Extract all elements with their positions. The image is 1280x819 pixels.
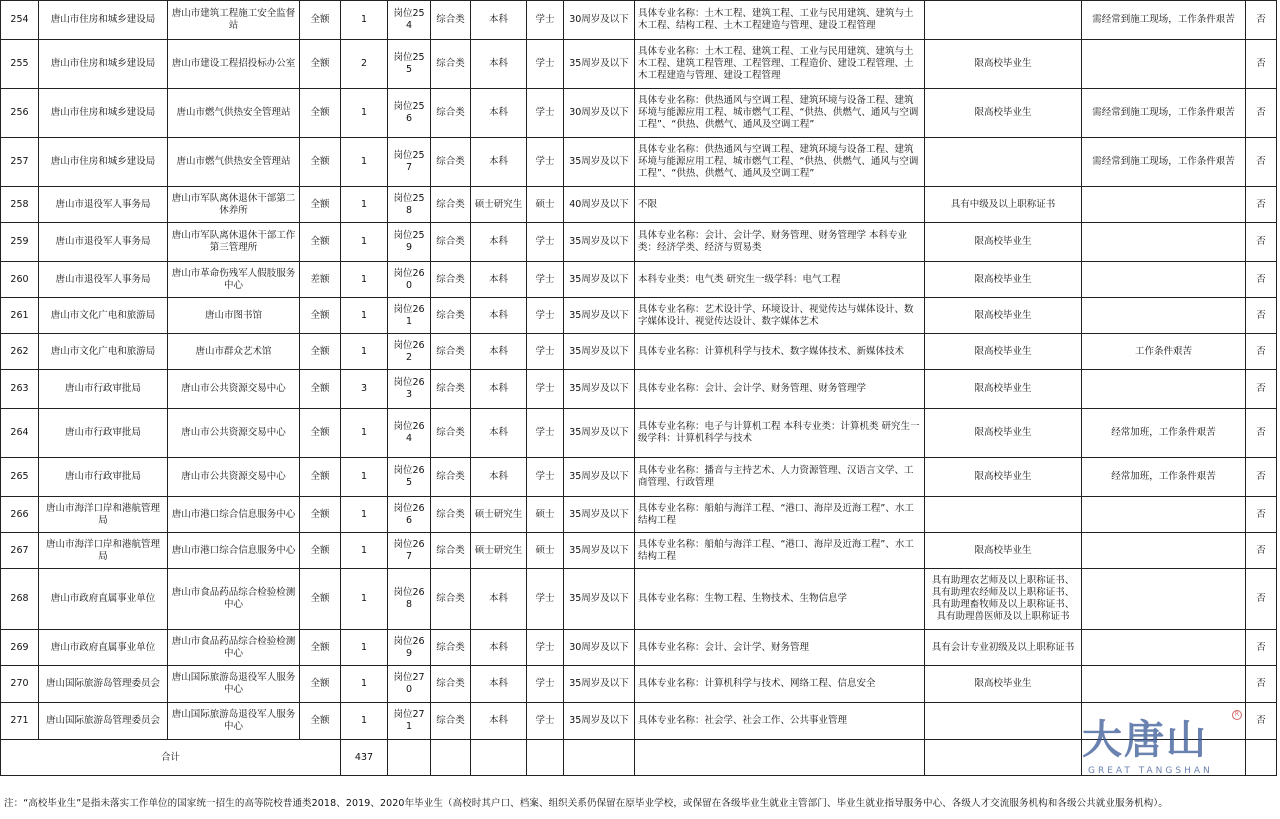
cell-degree: 学士 <box>527 89 564 138</box>
cell-other <box>925 497 1082 533</box>
cell-unit: 唐山市公共资源交易中心 <box>168 409 300 458</box>
cell-count: 1 <box>341 298 388 334</box>
cell-remark <box>1082 569 1246 630</box>
cell-unit: 唐山市食品药品综合检验检测中心 <box>168 569 300 630</box>
table-body <box>1 1 1277 776</box>
cell-age: 35周岁及以下 <box>564 370 635 409</box>
cell-major: 具体专业名称：船舶与海洋工程、“港口、海岸及近海工程”、水工结构工程 <box>635 533 925 569</box>
total-label: 合计 <box>1 740 341 776</box>
table-row <box>1 187 1277 223</box>
cell-age: 35周岁及以下 <box>564 138 635 187</box>
cell-remark <box>1082 533 1246 569</box>
cell-count: 1 <box>341 1 388 40</box>
cell-seq: 268 <box>1 569 39 630</box>
cell-post: 岗位261 <box>388 298 431 334</box>
cell-other: 限高校毕业生 <box>925 223 1082 262</box>
total-empty-cell <box>564 740 635 776</box>
cell-count: 1 <box>341 89 388 138</box>
total-value: 437 <box>341 740 388 776</box>
watermark-logo <box>1082 708 1242 778</box>
cell-category: 综合类 <box>431 533 471 569</box>
cell-category: 综合类 <box>431 666 471 703</box>
cell-flag: 否 <box>1246 262 1277 298</box>
cell-education: 本科 <box>471 89 527 138</box>
cell-major: 具体专业名称：会计、会计学、财务管理 <box>635 630 925 666</box>
total-empty-cell <box>527 740 564 776</box>
cell-department: 唐山市行政审批局 <box>39 458 168 497</box>
cell-flag: 否 <box>1246 569 1277 630</box>
cell-flag: 否 <box>1246 497 1277 533</box>
cell-education: 硕士研究生 <box>471 187 527 223</box>
cell-department: 唐山市海洋口岸和港航管理局 <box>39 533 168 569</box>
cell-degree: 学士 <box>527 409 564 458</box>
cell-other: 限高校毕业生 <box>925 370 1082 409</box>
table-row <box>1 223 1277 262</box>
cell-department: 唐山市住房和城乡建设局 <box>39 1 168 40</box>
cell-funding: 全额 <box>300 1 341 40</box>
total-empty-cell <box>471 740 527 776</box>
cell-count: 1 <box>341 497 388 533</box>
cell-unit: 唐山市港口综合信息服务中心 <box>168 497 300 533</box>
total-empty-cell <box>635 740 925 776</box>
cell-department: 唐山市文化广电和旅游局 <box>39 334 168 370</box>
cell-education: 本科 <box>471 223 527 262</box>
cell-funding: 全额 <box>300 666 341 703</box>
cell-unit: 唐山国际旅游岛退役军人服务中心 <box>168 666 300 703</box>
cell-age: 35周岁及以下 <box>564 223 635 262</box>
cell-category: 综合类 <box>431 334 471 370</box>
cell-department: 唐山市退役军人事务局 <box>39 262 168 298</box>
cell-seq: 270 <box>1 666 39 703</box>
total-empty-cell <box>925 740 1082 776</box>
cell-education: 本科 <box>471 334 527 370</box>
cell-remark: 经常加班，工作条件艰苦 <box>1082 458 1246 497</box>
cell-other: 限高校毕业生 <box>925 262 1082 298</box>
cell-age: 35周岁及以下 <box>564 703 635 740</box>
cell-flag: 否 <box>1246 409 1277 458</box>
registered-mark-icon: R <box>1232 710 1242 720</box>
cell-age: 40周岁及以下 <box>564 187 635 223</box>
cell-age: 35周岁及以下 <box>564 533 635 569</box>
cell-degree: 学士 <box>527 298 564 334</box>
cell-unit: 唐山市建筑工程施工安全监督站 <box>168 1 300 40</box>
cell-degree: 学士 <box>527 569 564 630</box>
cell-major: 具体专业名称：播音与主持艺术、人力资源管理、汉语言文学、工商管理、行政管理 <box>635 458 925 497</box>
cell-other <box>925 1 1082 40</box>
cell-funding: 全额 <box>300 409 341 458</box>
cell-department: 唐山市海洋口岸和港航管理局 <box>39 497 168 533</box>
cell-major: 具体专业名称：供热通风与空调工程、建筑环境与设备工程、建筑环境与能源应用工程、城市燃气工程、“供热、供燃气、通风与空调工程”、“供热、供燃气、通风及空调工程” <box>635 89 925 138</box>
cell-degree: 学士 <box>527 666 564 703</box>
cell-major: 本科专业类：电气类 研究生一级学科：电气工程 <box>635 262 925 298</box>
cell-seq: 269 <box>1 630 39 666</box>
cell-flag: 否 <box>1246 703 1277 740</box>
table-row <box>1 334 1277 370</box>
cell-degree: 硕士 <box>527 533 564 569</box>
cell-department: 唐山市行政审批局 <box>39 370 168 409</box>
cell-remark: 需经常到施工现场，工作条件艰苦 <box>1082 89 1246 138</box>
cell-post: 岗位258 <box>388 187 431 223</box>
cell-other: 限高校毕业生 <box>925 40 1082 89</box>
cell-seq: 263 <box>1 370 39 409</box>
cell-age: 35周岁及以下 <box>564 298 635 334</box>
cell-funding: 全额 <box>300 630 341 666</box>
cell-flag: 否 <box>1246 223 1277 262</box>
cell-unit: 唐山市军队离休退休干部第二休养所 <box>168 187 300 223</box>
cell-seq: 264 <box>1 409 39 458</box>
cell-seq: 261 <box>1 298 39 334</box>
cell-funding: 全额 <box>300 138 341 187</box>
cell-unit: 唐山市革命伤残军人假肢服务中心 <box>168 262 300 298</box>
cell-education: 本科 <box>471 370 527 409</box>
cell-education: 本科 <box>471 703 527 740</box>
cell-post: 岗位268 <box>388 569 431 630</box>
logo-sub-text: GREAT TANGSHAN <box>1088 766 1213 776</box>
cell-remark: 工作条件艰苦 <box>1082 334 1246 370</box>
cell-category: 综合类 <box>431 187 471 223</box>
cell-remark <box>1082 298 1246 334</box>
cell-funding: 全额 <box>300 298 341 334</box>
cell-seq: 260 <box>1 262 39 298</box>
cell-seq: 267 <box>1 533 39 569</box>
cell-count: 1 <box>341 630 388 666</box>
cell-post: 岗位254 <box>388 1 431 40</box>
cell-flag: 否 <box>1246 370 1277 409</box>
cell-flag: 否 <box>1246 666 1277 703</box>
cell-department: 唐山市住房和城乡建设局 <box>39 89 168 138</box>
cell-department: 唐山市文化广电和旅游局 <box>39 298 168 334</box>
table-row <box>1 370 1277 409</box>
cell-other: 限高校毕业生 <box>925 334 1082 370</box>
cell-degree: 学士 <box>527 334 564 370</box>
cell-seq: 257 <box>1 138 39 187</box>
table-row <box>1 1 1277 40</box>
cell-major: 具体专业名称：社会学、社会工作、公共事业管理 <box>635 703 925 740</box>
cell-age: 35周岁及以下 <box>564 40 635 89</box>
cell-seq: 266 <box>1 497 39 533</box>
cell-count: 1 <box>341 569 388 630</box>
cell-unit: 唐山市建设工程招投标办公室 <box>168 40 300 89</box>
cell-remark <box>1082 630 1246 666</box>
cell-age: 35周岁及以下 <box>564 497 635 533</box>
cell-major: 具体专业名称：船舶与海洋工程、“港口、海岸及近海工程”、水工结构工程 <box>635 497 925 533</box>
table-row <box>1 298 1277 334</box>
cell-post: 岗位259 <box>388 223 431 262</box>
cell-post: 岗位270 <box>388 666 431 703</box>
cell-category: 综合类 <box>431 458 471 497</box>
cell-unit: 唐山市食品药品综合检验检测中心 <box>168 630 300 666</box>
cell-unit: 唐山市燃气供热安全管理站 <box>168 89 300 138</box>
cell-post: 岗位269 <box>388 630 431 666</box>
cell-post: 岗位266 <box>388 497 431 533</box>
cell-unit: 唐山市军队离休退休干部工作第三管理所 <box>168 223 300 262</box>
cell-count: 1 <box>341 138 388 187</box>
cell-flag: 否 <box>1246 138 1277 187</box>
total-empty-cell <box>1246 740 1277 776</box>
cell-count: 1 <box>341 533 388 569</box>
cell-other: 限高校毕业生 <box>925 298 1082 334</box>
cell-flag: 否 <box>1246 1 1277 40</box>
cell-department: 唐山市住房和城乡建设局 <box>39 40 168 89</box>
cell-post: 岗位255 <box>388 40 431 89</box>
cell-seq: 254 <box>1 1 39 40</box>
cell-count: 1 <box>341 334 388 370</box>
cell-remark <box>1082 187 1246 223</box>
cell-flag: 否 <box>1246 298 1277 334</box>
cell-remark <box>1082 223 1246 262</box>
table-row <box>1 458 1277 497</box>
cell-post: 岗位257 <box>388 138 431 187</box>
cell-remark: 需经常到施工现场，工作条件艰苦 <box>1082 1 1246 40</box>
cell-funding: 全额 <box>300 370 341 409</box>
cell-education: 硕士研究生 <box>471 497 527 533</box>
cell-flag: 否 <box>1246 458 1277 497</box>
logo-main-text: 大唐山 <box>1082 717 1208 763</box>
total-empty-cell <box>388 740 431 776</box>
cell-count: 3 <box>341 370 388 409</box>
cell-education: 硕士研究生 <box>471 533 527 569</box>
cell-count: 1 <box>341 223 388 262</box>
table-row <box>1 533 1277 569</box>
cell-major: 具体专业名称：计算机科学与技术、数字媒体技术、新媒体技术 <box>635 334 925 370</box>
cell-major: 具体专业名称：土木工程、建筑工程、工业与民用建筑、建筑与土木工程、建筑工程管理、工程管理、工程造价、建设工程管理、土木工程建造与管理、建设工程管理 <box>635 40 925 89</box>
cell-funding: 全额 <box>300 187 341 223</box>
cell-major: 具体专业名称：生物工程、生物技术、生物信息学 <box>635 569 925 630</box>
cell-education: 本科 <box>471 409 527 458</box>
cell-seq: 271 <box>1 703 39 740</box>
cell-funding: 全额 <box>300 89 341 138</box>
cell-major: 具体专业名称：会计、会计学、财务管理、财务管理学 <box>635 370 925 409</box>
cell-funding: 全额 <box>300 703 341 740</box>
cell-seq: 265 <box>1 458 39 497</box>
cell-department: 唐山市政府直属事业单位 <box>39 569 168 630</box>
cell-degree: 学士 <box>527 223 564 262</box>
cell-degree: 学士 <box>527 630 564 666</box>
cell-department: 唐山市退役军人事务局 <box>39 223 168 262</box>
cell-degree: 硕士 <box>527 497 564 533</box>
cell-post: 岗位264 <box>388 409 431 458</box>
cell-remark <box>1082 497 1246 533</box>
cell-category: 综合类 <box>431 630 471 666</box>
cell-department: 唐山国际旅游岛管理委员会 <box>39 666 168 703</box>
cell-flag: 否 <box>1246 187 1277 223</box>
cell-funding: 全额 <box>300 533 341 569</box>
cell-category: 综合类 <box>431 1 471 40</box>
cell-other <box>925 703 1082 740</box>
cell-category: 综合类 <box>431 569 471 630</box>
table-row <box>1 89 1277 138</box>
cell-major: 具体专业名称：电子与计算机工程 本科专业类：计算机类 研究生一级学科：计算机科学与技术 <box>635 409 925 458</box>
cell-funding: 全额 <box>300 223 341 262</box>
cell-age: 30周岁及以下 <box>564 89 635 138</box>
cell-category: 综合类 <box>431 89 471 138</box>
cell-category: 综合类 <box>431 262 471 298</box>
cell-funding: 全额 <box>300 334 341 370</box>
cell-remark <box>1082 666 1246 703</box>
cell-unit: 唐山市公共资源交易中心 <box>168 458 300 497</box>
cell-unit: 唐山市群众艺术馆 <box>168 334 300 370</box>
cell-major: 具体专业名称：土木工程、建筑工程、工业与民用建筑、建筑与土木工程、结构工程、土木工程建造与管理、建设工程管理 <box>635 1 925 40</box>
table-row <box>1 497 1277 533</box>
cell-post: 岗位262 <box>388 334 431 370</box>
cell-category: 综合类 <box>431 40 471 89</box>
cell-age: 35周岁及以下 <box>564 262 635 298</box>
cell-seq: 258 <box>1 187 39 223</box>
cell-funding: 全额 <box>300 497 341 533</box>
cell-major: 不限 <box>635 187 925 223</box>
cell-other: 限高校毕业生 <box>925 666 1082 703</box>
cell-other: 具有中级及以上职称证书 <box>925 187 1082 223</box>
cell-remark: 需经常到施工现场，工作条件艰苦 <box>1082 138 1246 187</box>
cell-major: 具体专业名称：艺术设计学、环境设计、视觉传达与媒体设计、数字媒体设计、视觉传达设计、数字媒体艺术 <box>635 298 925 334</box>
cell-unit: 唐山市港口综合信息服务中心 <box>168 533 300 569</box>
cell-education: 本科 <box>471 298 527 334</box>
cell-funding: 全额 <box>300 40 341 89</box>
table-row <box>1 569 1277 630</box>
cell-major: 具体专业名称：供热通风与空调工程、建筑环境与设备工程、建筑环境与能源应用工程、城市燃气工程、“供热、供燃气、通风与空调工程”、“供热、供燃气、通风及空调工程” <box>635 138 925 187</box>
cell-count: 1 <box>341 703 388 740</box>
cell-department: 唐山国际旅游岛管理委员会 <box>39 703 168 740</box>
cell-category: 综合类 <box>431 298 471 334</box>
cell-education: 本科 <box>471 458 527 497</box>
table-row <box>1 262 1277 298</box>
cell-count: 1 <box>341 458 388 497</box>
cell-department: 唐山市行政审批局 <box>39 409 168 458</box>
cell-age: 35周岁及以下 <box>564 334 635 370</box>
cell-category: 综合类 <box>431 138 471 187</box>
cell-funding: 全额 <box>300 569 341 630</box>
cell-count: 1 <box>341 409 388 458</box>
cell-department: 唐山市政府直属事业单位 <box>39 630 168 666</box>
cell-department: 唐山市退役军人事务局 <box>39 187 168 223</box>
cell-major: 具体专业名称：会计、会计学、财务管理、财务管理学 本科专业类：经济学类、经济与贸易类 <box>635 223 925 262</box>
cell-flag: 否 <box>1246 334 1277 370</box>
cell-seq: 256 <box>1 89 39 138</box>
cell-count: 1 <box>341 187 388 223</box>
cell-category: 综合类 <box>431 497 471 533</box>
cell-funding: 全额 <box>300 458 341 497</box>
cell-post: 岗位256 <box>388 89 431 138</box>
cell-category: 综合类 <box>431 409 471 458</box>
table-row <box>1 666 1277 703</box>
cell-other <box>925 138 1082 187</box>
cell-age: 35周岁及以下 <box>564 458 635 497</box>
total-empty-cell <box>431 740 471 776</box>
cell-degree: 学士 <box>527 40 564 89</box>
cell-degree: 学士 <box>527 1 564 40</box>
cell-category: 综合类 <box>431 703 471 740</box>
cell-category: 综合类 <box>431 223 471 262</box>
cell-post: 岗位271 <box>388 703 431 740</box>
cell-other: 具有助理农艺师及以上职称证书、具有助理农经师及以上职称证书、具有助理畜牧师及以上职称证书、具有助理兽医师及以上职称证书 <box>925 569 1082 630</box>
cell-unit: 唐山市燃气供热安全管理站 <box>168 138 300 187</box>
cell-age: 35周岁及以下 <box>564 569 635 630</box>
cell-count: 1 <box>341 262 388 298</box>
cell-age: 30周岁及以下 <box>564 630 635 666</box>
cell-category: 综合类 <box>431 370 471 409</box>
cell-post: 岗位265 <box>388 458 431 497</box>
cell-funding: 差额 <box>300 262 341 298</box>
cell-degree: 学士 <box>527 262 564 298</box>
cell-education: 本科 <box>471 1 527 40</box>
cell-seq: 259 <box>1 223 39 262</box>
cell-remark <box>1082 370 1246 409</box>
cell-post: 岗位263 <box>388 370 431 409</box>
cell-post: 岗位260 <box>388 262 431 298</box>
table-row <box>1 409 1277 458</box>
cell-other: 限高校毕业生 <box>925 89 1082 138</box>
cell-seq: 262 <box>1 334 39 370</box>
cell-major: 具体专业名称：计算机科学与技术、网络工程、信息安全 <box>635 666 925 703</box>
cell-degree: 硕士 <box>527 187 564 223</box>
cell-flag: 否 <box>1246 630 1277 666</box>
cell-remark: 经常加班，工作条件艰苦 <box>1082 409 1246 458</box>
cell-education: 本科 <box>471 630 527 666</box>
cell-unit: 唐山国际旅游岛退役军人服务中心 <box>168 703 300 740</box>
cell-education: 本科 <box>471 569 527 630</box>
cell-education: 本科 <box>471 40 527 89</box>
cell-age: 35周岁及以下 <box>564 409 635 458</box>
cell-unit: 唐山市公共资源交易中心 <box>168 370 300 409</box>
cell-age: 35周岁及以下 <box>564 666 635 703</box>
cell-post: 岗位267 <box>388 533 431 569</box>
cell-degree: 学士 <box>527 370 564 409</box>
cell-degree: 学士 <box>527 138 564 187</box>
cell-degree: 学士 <box>527 458 564 497</box>
cell-count: 1 <box>341 666 388 703</box>
cell-unit: 唐山市图书馆 <box>168 298 300 334</box>
cell-department: 唐山市住房和城乡建设局 <box>39 138 168 187</box>
cell-flag: 否 <box>1246 89 1277 138</box>
cell-other: 限高校毕业生 <box>925 458 1082 497</box>
cell-other: 限高校毕业生 <box>925 409 1082 458</box>
cell-education: 本科 <box>471 138 527 187</box>
footnote: 注：“高校毕业生”是指未落实工作单位的国家统一招生的高等院校普通类2018、2019、2020年毕业生（高校时其户口、档案、组织关系仍保留在原毕业学校，或保留在各级毕业生就业主管部门、毕业生就业指导服务中心、各级人才交流服务机构和各级公共就业服务机构）。 <box>4 798 1168 809</box>
table-row <box>1 630 1277 666</box>
cell-education: 本科 <box>471 262 527 298</box>
cell-remark <box>1082 262 1246 298</box>
cell-education: 本科 <box>471 666 527 703</box>
cell-other: 具有会计专业初级及以上职称证书 <box>925 630 1082 666</box>
cell-remark <box>1082 40 1246 89</box>
table-row <box>1 138 1277 187</box>
cell-degree: 学士 <box>527 703 564 740</box>
cell-flag: 否 <box>1246 40 1277 89</box>
cell-age: 30周岁及以下 <box>564 1 635 40</box>
cell-seq: 255 <box>1 40 39 89</box>
cell-flag: 否 <box>1246 533 1277 569</box>
table-row <box>1 40 1277 89</box>
cell-count: 2 <box>341 40 388 89</box>
cell-other: 限高校毕业生 <box>925 533 1082 569</box>
